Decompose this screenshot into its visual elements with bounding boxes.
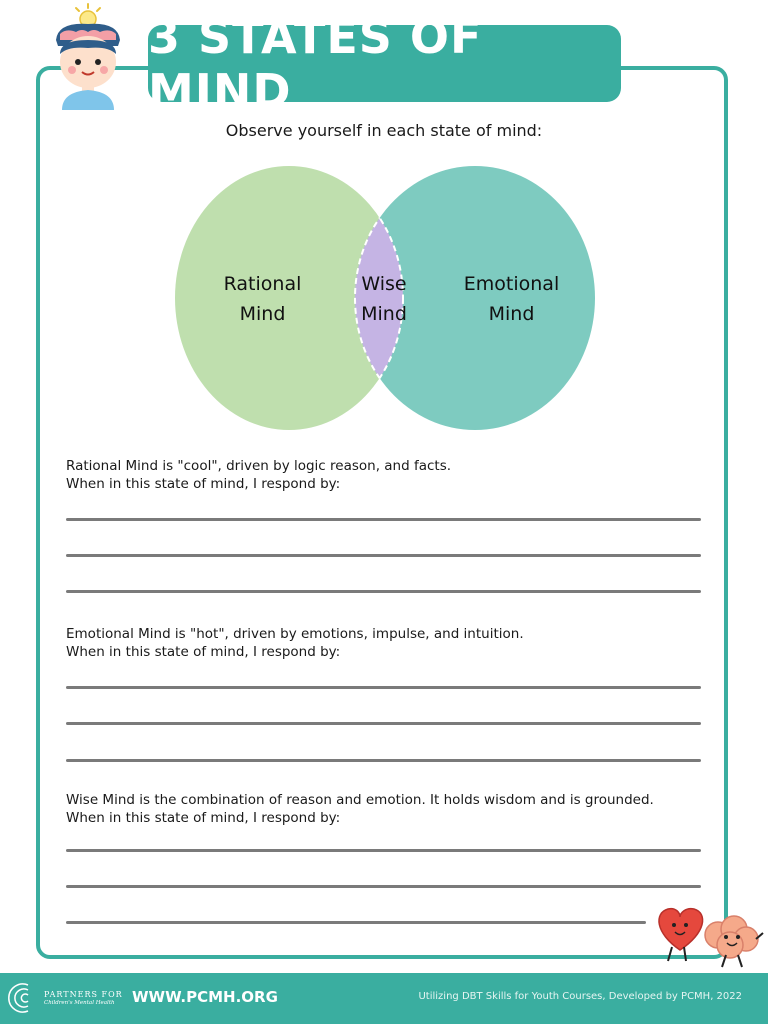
heart-brain-mascot-icon xyxy=(650,895,765,970)
footer-bar xyxy=(0,973,768,1024)
rational-prompt: Rational Mind is "cool", driven by logic reason, and facts. When in this state of mind, I respond by: xyxy=(66,458,452,492)
instruction-text: Observe yourself in each state of mind: xyxy=(225,121,543,140)
website-link[interactable]: WWW.PCMH.ORG xyxy=(132,988,278,1006)
kid-lightbulb-icon xyxy=(48,2,128,110)
writing-line[interactable] xyxy=(66,759,701,762)
writing-line[interactable] xyxy=(66,518,701,521)
writing-line[interactable] xyxy=(66,686,701,689)
writing-line[interactable] xyxy=(66,849,701,852)
wise-prompt: Wise Mind is the combination of reason and emotion. It holds wisdom and is grounded. When in this state of mind, I respond by: xyxy=(66,792,654,826)
writing-line[interactable] xyxy=(66,722,701,725)
credit-text: Utilizing DBT Skills for Youth Courses, Developed by PCMH, 2022 xyxy=(418,991,742,1002)
emotional-prompt: Emotional Mind is "hot", driven by emotions, impulse, and intuition. When in this state of mind, I respond by: xyxy=(66,626,524,660)
writing-line[interactable] xyxy=(66,554,701,557)
rational-mind-label: Rational Mind xyxy=(223,273,302,325)
writing-line[interactable] xyxy=(66,590,701,593)
wise-mind-label: Wise Mind xyxy=(361,273,407,325)
emotional-mind-label: Emotional Mind xyxy=(463,273,560,325)
writing-line[interactable] xyxy=(66,921,646,924)
writing-line[interactable] xyxy=(66,885,701,888)
org-name: PARTNERS FOR Children's Mental Health xyxy=(44,990,123,1006)
page-title: 3 STATES OF MIND xyxy=(148,9,483,118)
title-banner xyxy=(148,9,621,118)
pcmh-logo-icon xyxy=(6,981,40,1015)
